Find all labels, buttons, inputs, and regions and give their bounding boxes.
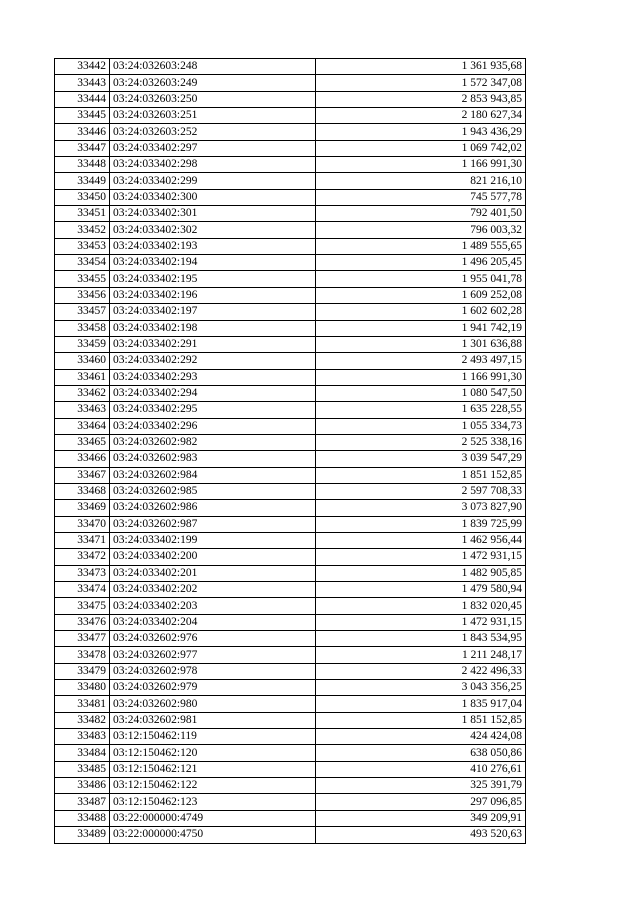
cadastral-value-cell: 1 851 152,85 xyxy=(316,712,526,728)
table-row xyxy=(55,434,526,450)
cadastral-number-cell: 03:24:033402:302 xyxy=(110,222,316,238)
cadastral-value-cell: 2 422 496,33 xyxy=(316,663,526,679)
cadastral-number-cell: 03:24:032603:252 xyxy=(110,124,316,140)
cadastral-value-cell: 1 602 602,28 xyxy=(316,304,526,320)
table-row xyxy=(55,516,526,532)
row-number-cell: 33473 xyxy=(55,565,110,581)
row-number-cell: 33481 xyxy=(55,696,110,712)
row-number-cell: 33477 xyxy=(55,631,110,647)
table-row xyxy=(55,369,526,385)
row-number-cell: 33484 xyxy=(55,745,110,761)
cadastral-value-cell: 410 276,61 xyxy=(316,761,526,777)
cadastral-value-cell: 1 635 228,55 xyxy=(316,402,526,418)
cadastral-value-cell: 1 839 725,99 xyxy=(316,516,526,532)
cadastral-number-cell: 03:24:033402:300 xyxy=(110,189,316,205)
table-row xyxy=(55,91,526,107)
table-row xyxy=(55,549,526,565)
cadastral-number-cell: 03:24:033402:201 xyxy=(110,565,316,581)
row-number-cell: 33457 xyxy=(55,304,110,320)
table-row xyxy=(55,418,526,434)
row-number-cell: 33447 xyxy=(55,140,110,156)
cadastral-value-cell: 1 832 020,45 xyxy=(316,598,526,614)
row-number-cell: 33482 xyxy=(55,712,110,728)
row-number-cell: 33443 xyxy=(55,75,110,91)
table-row xyxy=(55,761,526,777)
table-row xyxy=(55,451,526,467)
cadastral-value-cell: 792 401,50 xyxy=(316,206,526,222)
cadastral-value-cell: 2 853 943,85 xyxy=(316,91,526,107)
cadastral-number-cell: 03:24:033402:298 xyxy=(110,157,316,173)
table-row xyxy=(55,320,526,336)
row-number-cell: 33469 xyxy=(55,500,110,516)
table-row xyxy=(55,696,526,712)
cadastral-number-cell: 03:24:033402:293 xyxy=(110,369,316,385)
cadastral-value-cell: 1 211 248,17 xyxy=(316,647,526,663)
cadastral-number-cell: 03:24:032602:979 xyxy=(110,680,316,696)
cadastral-number-cell: 03:12:150462:123 xyxy=(110,794,316,810)
table-row xyxy=(55,810,526,826)
cadastral-number-cell: 03:24:032603:249 xyxy=(110,75,316,91)
table-body xyxy=(55,59,526,844)
cadastral-value-cell: 297 096,85 xyxy=(316,794,526,810)
table-row xyxy=(55,467,526,483)
table-row xyxy=(55,353,526,369)
row-number-cell: 33450 xyxy=(55,189,110,205)
cadastral-value-cell: 1 166 991,30 xyxy=(316,157,526,173)
cadastral-number-cell: 03:24:032602:981 xyxy=(110,712,316,728)
cadastral-number-cell: 03:24:033402:291 xyxy=(110,336,316,352)
cadastral-value-cell: 1 943 436,29 xyxy=(316,124,526,140)
cadastral-number-cell: 03:12:150462:120 xyxy=(110,745,316,761)
cadastral-value-cell: 1 301 636,88 xyxy=(316,336,526,352)
row-number-cell: 33456 xyxy=(55,287,110,303)
row-number-cell: 33476 xyxy=(55,614,110,630)
row-number-cell: 33466 xyxy=(55,451,110,467)
cadastral-number-cell: 03:24:033402:193 xyxy=(110,238,316,254)
row-number-cell: 33489 xyxy=(55,827,110,843)
cadastral-value-cell: 3 073 827,90 xyxy=(316,500,526,516)
row-number-cell: 33449 xyxy=(55,173,110,189)
cadastral-value-cell: 1 851 152,85 xyxy=(316,467,526,483)
cadastral-number-cell: 03:24:032602:976 xyxy=(110,631,316,647)
cadastral-value-cell: 1 462 956,44 xyxy=(316,532,526,548)
table-row xyxy=(55,304,526,320)
table-row xyxy=(55,712,526,728)
row-number-cell: 33479 xyxy=(55,663,110,679)
row-number-cell: 33467 xyxy=(55,467,110,483)
row-number-cell: 33442 xyxy=(55,59,110,75)
row-number-cell: 33463 xyxy=(55,402,110,418)
cadastral-value-table xyxy=(54,58,526,844)
cadastral-value-cell: 493 520,63 xyxy=(316,827,526,843)
row-number-cell: 33472 xyxy=(55,549,110,565)
row-number-cell: 33452 xyxy=(55,222,110,238)
table-row xyxy=(55,124,526,140)
table-row xyxy=(55,385,526,401)
table-row xyxy=(55,794,526,810)
table-row xyxy=(55,663,526,679)
cadastral-value-cell: 2 525 338,16 xyxy=(316,434,526,450)
row-number-cell: 33468 xyxy=(55,483,110,499)
cadastral-value-cell: 1 572 347,08 xyxy=(316,75,526,91)
cadastral-number-cell: 03:24:032603:251 xyxy=(110,108,316,124)
table-row xyxy=(55,745,526,761)
cadastral-value-cell: 1 489 555,65 xyxy=(316,238,526,254)
row-number-cell: 33464 xyxy=(55,418,110,434)
row-number-cell: 33470 xyxy=(55,516,110,532)
table-row xyxy=(55,189,526,205)
cadastral-value-cell: 1 069 742,02 xyxy=(316,140,526,156)
table-row xyxy=(55,206,526,222)
cadastral-value-cell: 1 482 905,85 xyxy=(316,565,526,581)
cadastral-number-cell: 03:24:033402:299 xyxy=(110,173,316,189)
cadastral-number-cell: 03:12:150462:121 xyxy=(110,761,316,777)
cadastral-number-cell: 03:24:033402:203 xyxy=(110,598,316,614)
cadastral-number-cell: 03:24:033402:294 xyxy=(110,385,316,401)
cadastral-number-cell: 03:24:033402:197 xyxy=(110,304,316,320)
cadastral-value-cell: 1 843 534,95 xyxy=(316,631,526,647)
row-number-cell: 33478 xyxy=(55,647,110,663)
cadastral-value-cell: 1 080 547,50 xyxy=(316,385,526,401)
table-row xyxy=(55,500,526,516)
table-row xyxy=(55,222,526,238)
cadastral-value-cell: 1 479 580,94 xyxy=(316,582,526,598)
cadastral-number-cell: 03:24:032602:985 xyxy=(110,483,316,499)
cadastral-value-cell: 1 166 991,30 xyxy=(316,369,526,385)
table-row xyxy=(55,532,526,548)
cadastral-value-cell: 349 209,91 xyxy=(316,810,526,826)
row-number-cell: 33486 xyxy=(55,778,110,794)
cadastral-number-cell: 03:24:033402:301 xyxy=(110,206,316,222)
cadastral-number-cell: 03:24:032602:984 xyxy=(110,467,316,483)
cadastral-value-cell: 424 424,08 xyxy=(316,729,526,745)
cadastral-number-cell: 03:24:033402:296 xyxy=(110,418,316,434)
cadastral-number-cell: 03:24:033402:196 xyxy=(110,287,316,303)
cadastral-number-cell: 03:24:033402:199 xyxy=(110,532,316,548)
cadastral-number-cell: 03:12:150462:122 xyxy=(110,778,316,794)
row-number-cell: 33465 xyxy=(55,434,110,450)
cadastral-value-cell: 1 941 742,19 xyxy=(316,320,526,336)
table-row xyxy=(55,75,526,91)
table-row xyxy=(55,287,526,303)
cadastral-number-cell: 03:24:032602:980 xyxy=(110,696,316,712)
cadastral-value-cell: 1 472 931,15 xyxy=(316,549,526,565)
table-row xyxy=(55,647,526,663)
cadastral-number-cell: 03:24:033402:200 xyxy=(110,549,316,565)
cadastral-number-cell: 03:24:033402:295 xyxy=(110,402,316,418)
cadastral-value-cell: 325 391,79 xyxy=(316,778,526,794)
table-row xyxy=(55,271,526,287)
row-number-cell: 33454 xyxy=(55,255,110,271)
row-number-cell: 33483 xyxy=(55,729,110,745)
table-row xyxy=(55,827,526,843)
table-row xyxy=(55,140,526,156)
table-row xyxy=(55,255,526,271)
row-number-cell: 33460 xyxy=(55,353,110,369)
row-number-cell: 33488 xyxy=(55,810,110,826)
row-number-cell: 33487 xyxy=(55,794,110,810)
cadastral-number-cell: 03:24:032602:982 xyxy=(110,434,316,450)
row-number-cell: 33480 xyxy=(55,680,110,696)
table-row xyxy=(55,108,526,124)
cadastral-number-cell: 03:24:033402:202 xyxy=(110,582,316,598)
cadastral-value-cell: 1 496 205,45 xyxy=(316,255,526,271)
cadastral-number-cell: 03:24:032602:986 xyxy=(110,500,316,516)
cadastral-value-cell: 1 835 917,04 xyxy=(316,696,526,712)
cadastral-number-cell: 03:24:032602:983 xyxy=(110,451,316,467)
cadastral-value-cell: 2 493 497,15 xyxy=(316,353,526,369)
cadastral-value-cell: 1 955 041,78 xyxy=(316,271,526,287)
table-row xyxy=(55,778,526,794)
table-row xyxy=(55,483,526,499)
cadastral-value-cell: 3 039 547,29 xyxy=(316,451,526,467)
cadastral-value-cell: 1 055 334,73 xyxy=(316,418,526,434)
cadastral-number-cell: 03:24:033402:292 xyxy=(110,353,316,369)
cadastral-number-cell: 03:24:033402:194 xyxy=(110,255,316,271)
table-row xyxy=(55,565,526,581)
cadastral-number-cell: 03:22:000000:4750 xyxy=(110,827,316,843)
table-row xyxy=(55,336,526,352)
cadastral-value-cell: 745 577,78 xyxy=(316,189,526,205)
cadastral-number-cell: 03:24:032603:250 xyxy=(110,91,316,107)
cadastral-value-cell: 1 361 935,68 xyxy=(316,59,526,75)
cadastral-number-cell: 03:22:000000:4749 xyxy=(110,810,316,826)
row-number-cell: 33485 xyxy=(55,761,110,777)
row-number-cell: 33451 xyxy=(55,206,110,222)
cadastral-value-cell: 638 050,86 xyxy=(316,745,526,761)
row-number-cell: 33461 xyxy=(55,369,110,385)
cadastral-number-cell: 03:24:033402:204 xyxy=(110,614,316,630)
cadastral-value-cell: 821 216,10 xyxy=(316,173,526,189)
cadastral-value-cell: 796 003,32 xyxy=(316,222,526,238)
row-number-cell: 33446 xyxy=(55,124,110,140)
table-row xyxy=(55,631,526,647)
row-number-cell: 33455 xyxy=(55,271,110,287)
table-row xyxy=(55,614,526,630)
cadastral-value-cell: 1 472 931,15 xyxy=(316,614,526,630)
table-row xyxy=(55,157,526,173)
row-number-cell: 33444 xyxy=(55,91,110,107)
row-number-cell: 33453 xyxy=(55,238,110,254)
cadastral-number-cell: 03:12:150462:119 xyxy=(110,729,316,745)
cadastral-number-cell: 03:24:033402:195 xyxy=(110,271,316,287)
table-row xyxy=(55,402,526,418)
row-number-cell: 33448 xyxy=(55,157,110,173)
table-row xyxy=(55,173,526,189)
cadastral-number-cell: 03:24:032602:978 xyxy=(110,663,316,679)
cadastral-number-cell: 03:24:032602:987 xyxy=(110,516,316,532)
table-row xyxy=(55,598,526,614)
row-number-cell: 33475 xyxy=(55,598,110,614)
cadastral-value-cell: 1 609 252,08 xyxy=(316,287,526,303)
table-row xyxy=(55,238,526,254)
row-number-cell: 33458 xyxy=(55,320,110,336)
table-row xyxy=(55,582,526,598)
cadastral-number-cell: 03:24:033402:198 xyxy=(110,320,316,336)
table-row xyxy=(55,59,526,75)
table-row xyxy=(55,680,526,696)
cadastral-number-cell: 03:24:032603:248 xyxy=(110,59,316,75)
row-number-cell: 33471 xyxy=(55,532,110,548)
cadastral-value-cell: 2 180 627,34 xyxy=(316,108,526,124)
row-number-cell: 33474 xyxy=(55,582,110,598)
cadastral-number-cell: 03:24:032602:977 xyxy=(110,647,316,663)
row-number-cell: 33462 xyxy=(55,385,110,401)
cadastral-number-cell: 03:24:033402:297 xyxy=(110,140,316,156)
cadastral-value-cell: 3 043 356,25 xyxy=(316,680,526,696)
table-row xyxy=(55,729,526,745)
row-number-cell: 33445 xyxy=(55,108,110,124)
row-number-cell: 33459 xyxy=(55,336,110,352)
cadastral-value-cell: 2 597 708,33 xyxy=(316,483,526,499)
